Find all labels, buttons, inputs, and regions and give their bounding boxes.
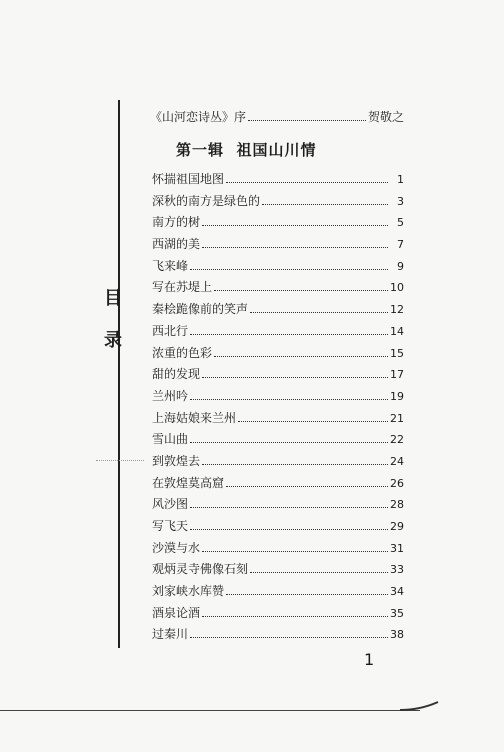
toc-entry [152, 322, 404, 344]
leader-dots [262, 204, 388, 205]
leader-dots [226, 594, 388, 595]
toc-title: 刘家峡水库赞 [152, 584, 225, 599]
leader-dots [238, 421, 388, 422]
leader-dots [226, 182, 388, 183]
section-number: 第一辑 [176, 141, 225, 159]
toc-page: 7 [397, 238, 404, 252]
toc-title: 观炳灵寺佛像石刻 [152, 562, 249, 577]
toc-page: 24 [390, 454, 404, 468]
toc-title: 酒泉论酒 [152, 605, 201, 620]
toc-page: 1 [397, 173, 404, 186]
side-label-second: 录 [104, 330, 122, 351]
toc-page: 38 [390, 628, 404, 642]
leader-dots [248, 120, 366, 121]
toc-entry [152, 539, 404, 561]
stray-mark [96, 460, 144, 461]
toc-entry [152, 474, 404, 496]
toc-page: 22 [390, 433, 404, 447]
toc-page: 3 [397, 194, 404, 208]
leader-dots [202, 464, 388, 465]
toc-title: 西北行 [152, 323, 189, 338]
toc-title: 上海姑娘来兰州 [152, 410, 237, 425]
toc-list [152, 170, 404, 647]
toc-entry [152, 560, 404, 582]
toc-entry [152, 582, 404, 604]
leader-dots [190, 399, 388, 400]
toc-entry [152, 452, 404, 474]
toc-entry [152, 278, 404, 300]
leader-dots [202, 247, 388, 248]
toc-entry [152, 170, 404, 192]
leader-dots [214, 356, 388, 357]
toc-page: 19 [390, 389, 404, 403]
toc-entry [152, 625, 404, 647]
toc-entry [152, 387, 404, 409]
toc-page: 5 [397, 216, 404, 230]
toc-page: 26 [390, 476, 404, 490]
toc-entry [152, 409, 404, 431]
toc-title: 在敦煌莫高窟 [152, 475, 225, 490]
toc-entry [152, 604, 404, 626]
toc-page: 21 [390, 411, 404, 425]
toc-page: 10 [390, 281, 404, 295]
toc-page: 31 [390, 541, 404, 555]
toc-page: 29 [390, 520, 404, 533]
section-name: 祖国山川情 [236, 141, 317, 159]
toc-title: 写在苏堤上 [152, 280, 213, 295]
toc-page: 12 [390, 303, 404, 317]
toc-title: 到敦煌去 [152, 453, 201, 468]
preface-title: 《山河恋诗丛》序 [150, 110, 247, 124]
toc-title: 西湖的美 [152, 237, 201, 252]
toc-title: 沙漠与水 [152, 540, 201, 555]
leader-dots [202, 551, 388, 552]
preface-entry [150, 108, 404, 125]
leader-dots [202, 225, 388, 226]
leader-dots [226, 486, 388, 487]
toc-page: 28 [390, 498, 404, 512]
toc-entry [152, 344, 404, 366]
leader-dots [190, 529, 388, 530]
toc-entry [152, 192, 404, 214]
toc-title: 浓重的色彩 [152, 345, 213, 360]
leader-dots [190, 507, 388, 508]
leader-dots [190, 269, 388, 270]
toc-entry [152, 213, 404, 235]
toc-title: 兰州吟 [152, 388, 189, 403]
toc-title: 南方的树 [152, 215, 201, 230]
leader-dots [214, 290, 388, 291]
toc-page: 9 [397, 259, 404, 273]
toc-title: 飞来峰 [152, 258, 189, 273]
leader-dots [190, 442, 388, 443]
leader-dots [250, 312, 388, 313]
toc-page: 14 [390, 324, 404, 338]
toc-title: 深秋的南方是绿色的 [152, 193, 261, 208]
toc-entry [152, 517, 404, 539]
leader-dots [190, 637, 388, 638]
page-number: 1 [364, 650, 375, 669]
toc-title: 写飞天 [152, 519, 189, 533]
margin-rule [118, 100, 120, 648]
toc-entry [152, 430, 404, 452]
toc-entry [152, 300, 404, 322]
toc-title: 风沙图 [152, 497, 189, 512]
leader-dots [250, 572, 388, 573]
toc-page: 33 [390, 563, 404, 577]
toc-entry [152, 235, 404, 257]
toc-entry [152, 257, 404, 279]
toc-title: 过秦川 [152, 627, 189, 642]
leader-dots [202, 377, 388, 378]
section-title [176, 139, 316, 160]
toc-title: 怀揣祖国地图 [152, 172, 225, 186]
toc-title: 雪山曲 [152, 432, 189, 447]
toc-entry [152, 365, 404, 387]
toc-page: 15 [390, 346, 404, 360]
preface-author: 贺敬之 [367, 110, 404, 124]
toc-title: 甜的发现 [152, 367, 201, 382]
bottom-curve-mark [400, 700, 440, 720]
leader-dots [202, 616, 388, 617]
toc-title: 秦桧跪像前的笑声 [152, 302, 249, 317]
bottom-rule [0, 710, 420, 711]
leader-dots [190, 334, 388, 335]
side-label-first: 目 [104, 288, 122, 309]
toc-entry [152, 495, 404, 517]
toc-page: 34 [390, 585, 404, 599]
toc-page: 17 [390, 368, 404, 382]
toc-page: 35 [390, 606, 404, 620]
